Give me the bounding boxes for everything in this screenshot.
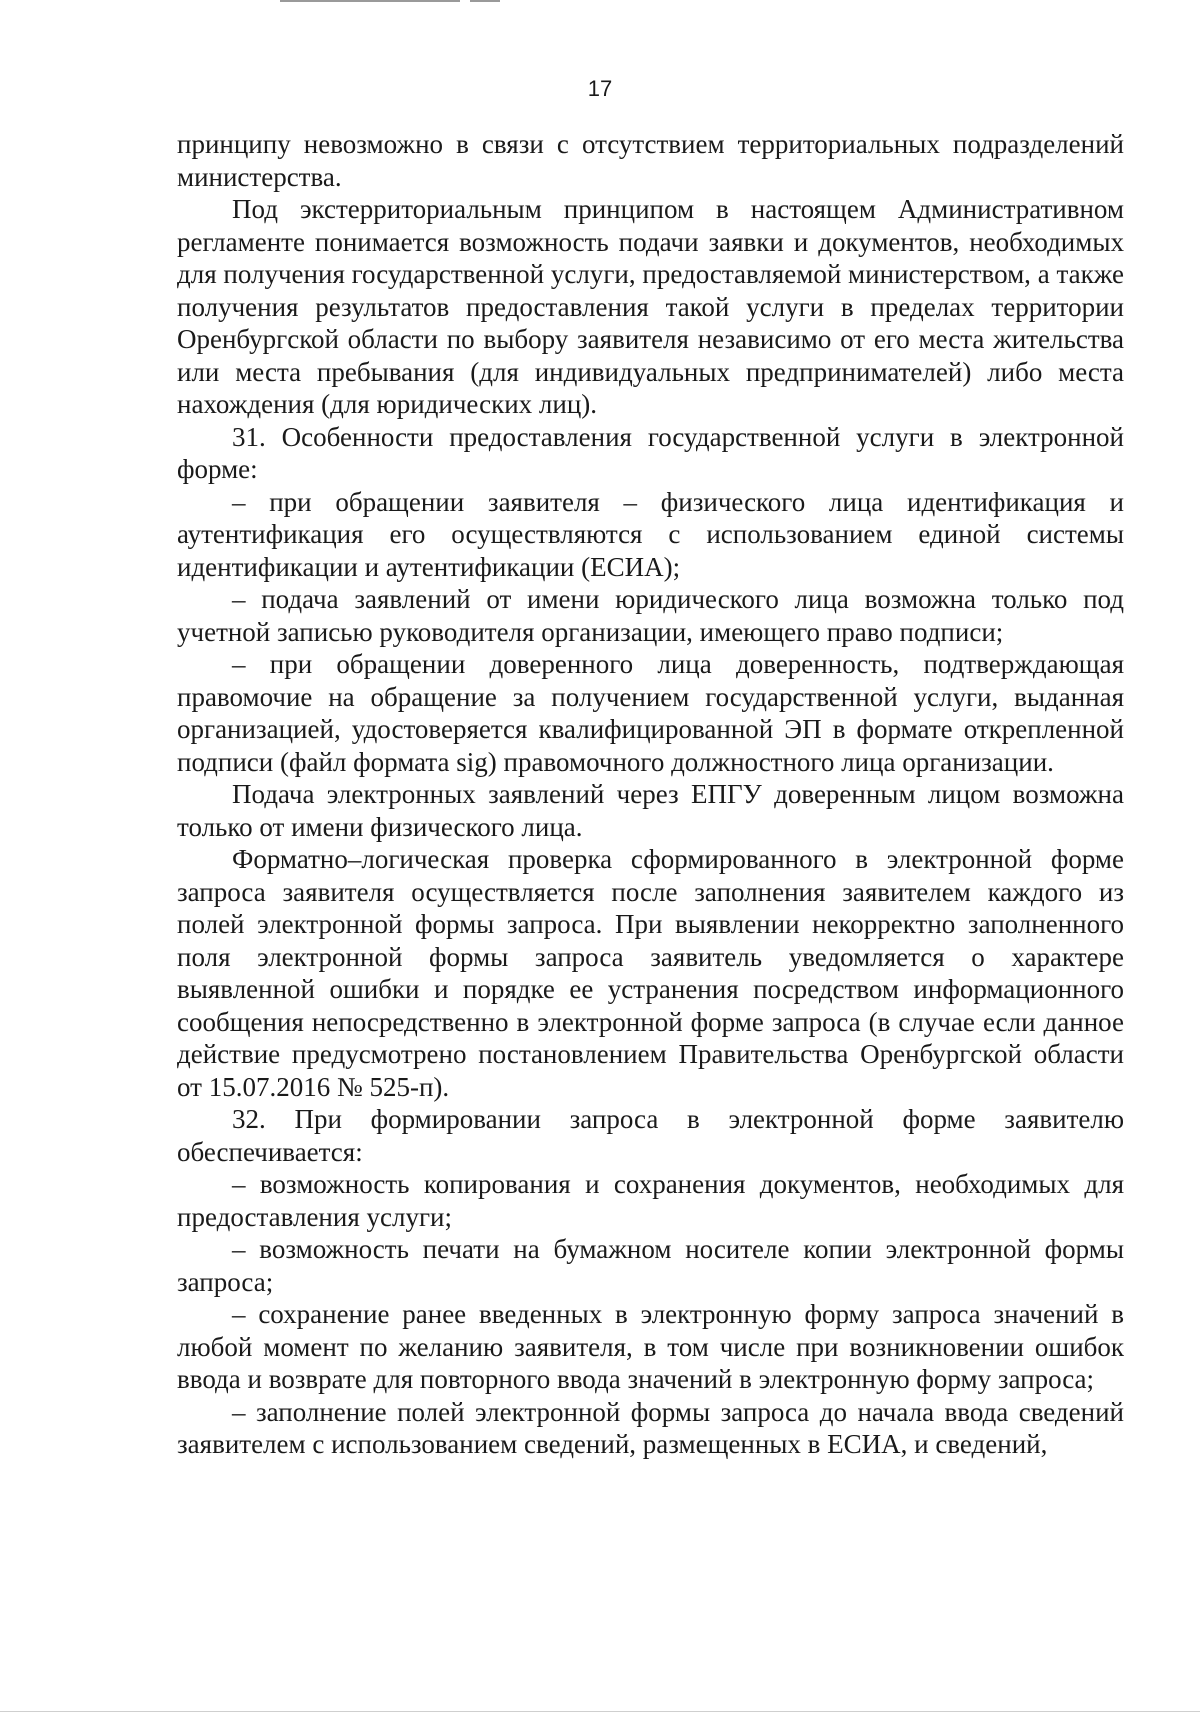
scan-edge-mark <box>280 0 460 2</box>
list-item: – подача заявлений от имени юридического лица возможна только под учетной записью руководителя организации, имеющего право подписи; <box>177 584 1124 647</box>
scan-edge-mark <box>470 0 500 2</box>
paragraph: Форматно–логическая проверка сформированного в электронной форме запроса заявителя осуществляется после заполнения заявителем каждого из полей электронной формы запроса. При выявлении некорректно заполненного поля электронной формы запроса заявитель уведомляется о характере выявленной ошибки и порядке ее устранения посредством информационного сообщения непосредственно в электронной форме запроса (в случае если данное действие предусмотрено постановлением Правительства Оренбургской области от 15.07.2016 № 525-п). <box>177 844 1124 1102</box>
list-item: – возможность копирования и сохранения документов, необходимых для предоставления услуги; <box>177 1169 1124 1232</box>
section-paragraph: 31. Особенности предоставления государственной услуги в электронной форме: <box>177 421 1124 484</box>
list-item: – при обращении заявителя – физического лица идентификация и аутентификация его осуществляются с использованием единой системы идентификации и аутентификации (ЕСИА); <box>177 486 1124 582</box>
list-item: – возможность печати на бумажном носителе копии электронной формы запроса; <box>177 1234 1124 1297</box>
paragraph: Под экстерриториальным принципом в настоящем Административном регламенте понимается возможность подачи заявки и документов, необходимых для получения государственной услуги, предоставляемой министерством, а также получения результатов предоставления такой услуги в пределах территории Оренбургской области по выбору заявителя независимо от его места жительства или места пребывания (для индивидуальных предпринимателей) либо места нахождения (для юридических лиц). <box>177 194 1124 419</box>
page-number: 17 <box>587 76 613 101</box>
list-item: – сохранение ранее введенных в электронную форму запроса значений в любой момент по желанию заявителя, в том числе при возникновении ошибок ввода и возврате для повторного ввода значений в электронную форму запроса; <box>177 1299 1124 1394</box>
list-item: – при обращении доверенного лица доверенность, подтверждающая правомочие на обращение за получением государственной услуги, выданная организацией, удостоверяется квалифицированной ЭП в формате открепленной подписи (файл формата sig) правомочного должностного лица организации. <box>177 649 1124 777</box>
section-paragraph: 32. При формировании запроса в электронной форме заявителю обеспечивается: <box>177 1104 1124 1167</box>
paragraph: Подача электронных заявлений через ЕПГУ доверенным лицом возможна только от имени физического лица. <box>177 779 1124 842</box>
list-item: – заполнение полей электронной формы запроса до начала ввода сведений заявителем с использованием сведений, размещенных в ЕСИА, и сведений, <box>177 1396 1124 1459</box>
paragraph: принципу невозможно в связи с отсутствием территориальных подразделений министерства. <box>177 129 1124 192</box>
document-body <box>177 128 1124 1461</box>
scan-edge-mark <box>0 1711 1200 1712</box>
